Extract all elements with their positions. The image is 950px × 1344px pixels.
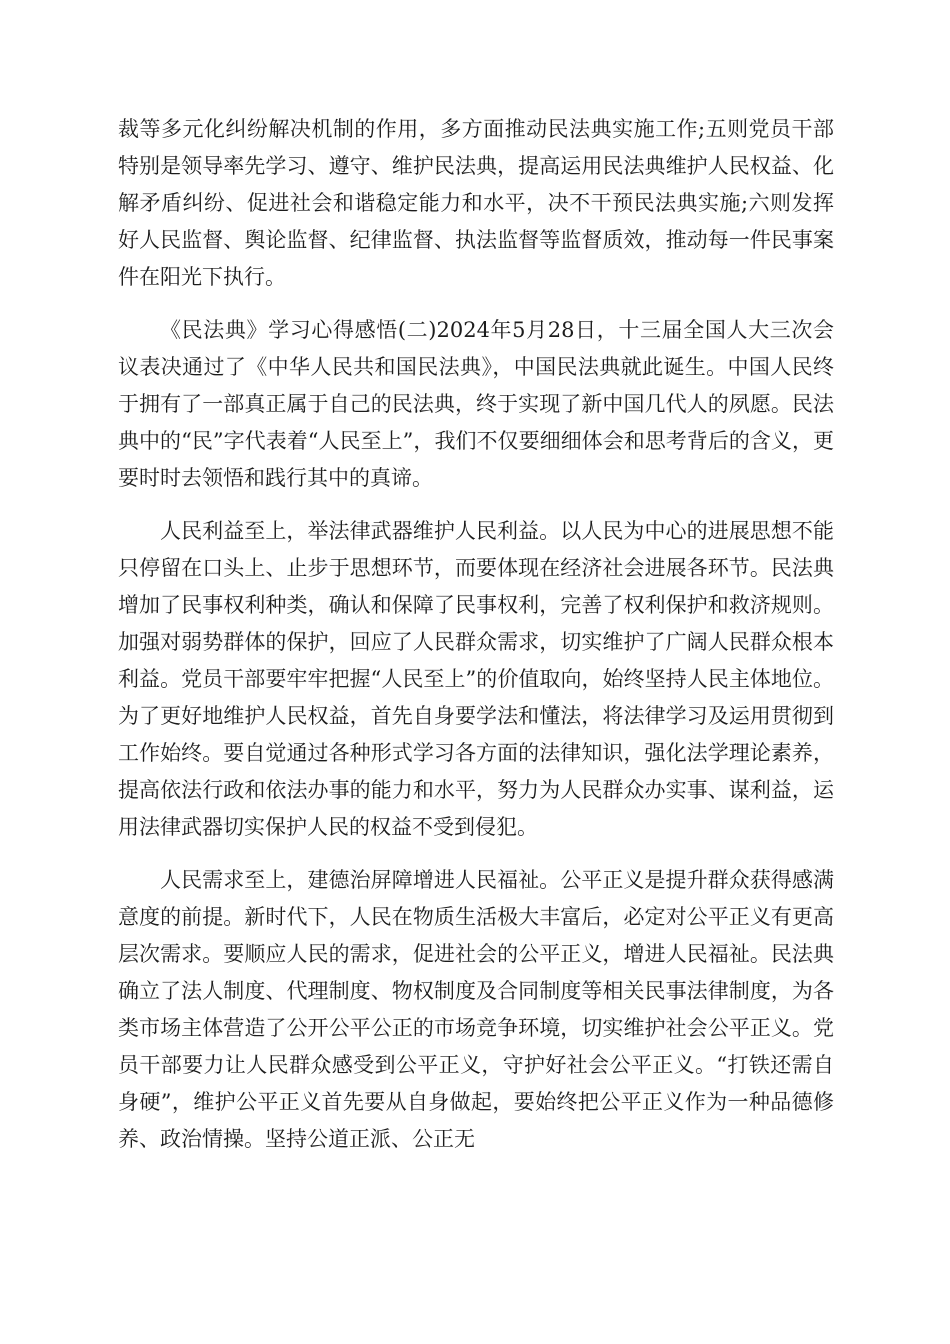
paragraph-people-interest: 人民利益至上，举法律武器维护人民利益。以人民为中心的进展思想不能只停留在口头上、止步于思想环节，而要体现在经济社会进展各环节。民法典增加了民事权利种类，确认和保障了民事权利，完善了权利保护和救济规则。加强对弱势群体的保护，回应了人民群众需求，切实维护了广阔人民群众根本利益。党员干部要牢牢把握“人民至上”的价值取向，始终坚持人民主体地位。为了更好地维护人民权益，首先自身要学法和懂法，将法律学习及运用贯彻到工作始终。要自觉通过各种形式学习各方面的法律知识，强化法学理论素养，提高依法行政和依法办事的能力和水平，努力为人民群众办实事、谋利益，运用法律武器切实保护人民的权益不受到侵犯。 (118, 519, 834, 839)
paragraph-intro: 《民法典》学习心得感悟(二)2024年5月28日，十三届全国人大三次会议表决通过了《中华人民共和国民法典》，中国民法典就此诞生。中国人民终于拥有了一部真正属于自己的民法典，终于实现了新中国几代人的夙愿。民法典中的“民”字代表着“人民至上”，我们不仅要细细体会和思考背后的含义，更要时时去领悟和践行其中的真谛。 (118, 318, 834, 490)
document-page (118, 111, 834, 1174)
paragraph-continued: 裁等多元化纠纷解决机制的作用，多方面推动民法典实施工作;五则党员干部特别是领导率先学习、遵守、维护民法典，提高运用民法典维护人民权益、化解矛盾纠纷、促进社会和谐稳定能力和水平，决不干预民法典实施;六则发挥好人民监督、舆论监督、纪律监督、执法监督等监督质效，推动每一件民事案件在阳光下执行。 (118, 117, 834, 289)
paragraph-people-demand: 人民需求至上，建德治屏障增进人民福祉。公平正义是提升群众获得感满意度的前提。新时代下，人民在物质生活极大丰富后，必定对公平正义有更高层次需求。要顺应人民的需求，促进社会的公平正义，增进人民福祉。民法典确立了法人制度、代理制度、物权制度及合同制度等相关民事法律制度，为各类市场主体营造了公开公平公正的市场竞争环境，切实维护社会公平正义。党员干部要力让人民群众感受到公平正义，守护好社会公平正义。“打铁还需自身硬”，维护公平正义首先要从自身做起，要始终把公平正义作为一种品德修养、政治情操。坚持公道正派、公正无 (118, 868, 834, 1151)
